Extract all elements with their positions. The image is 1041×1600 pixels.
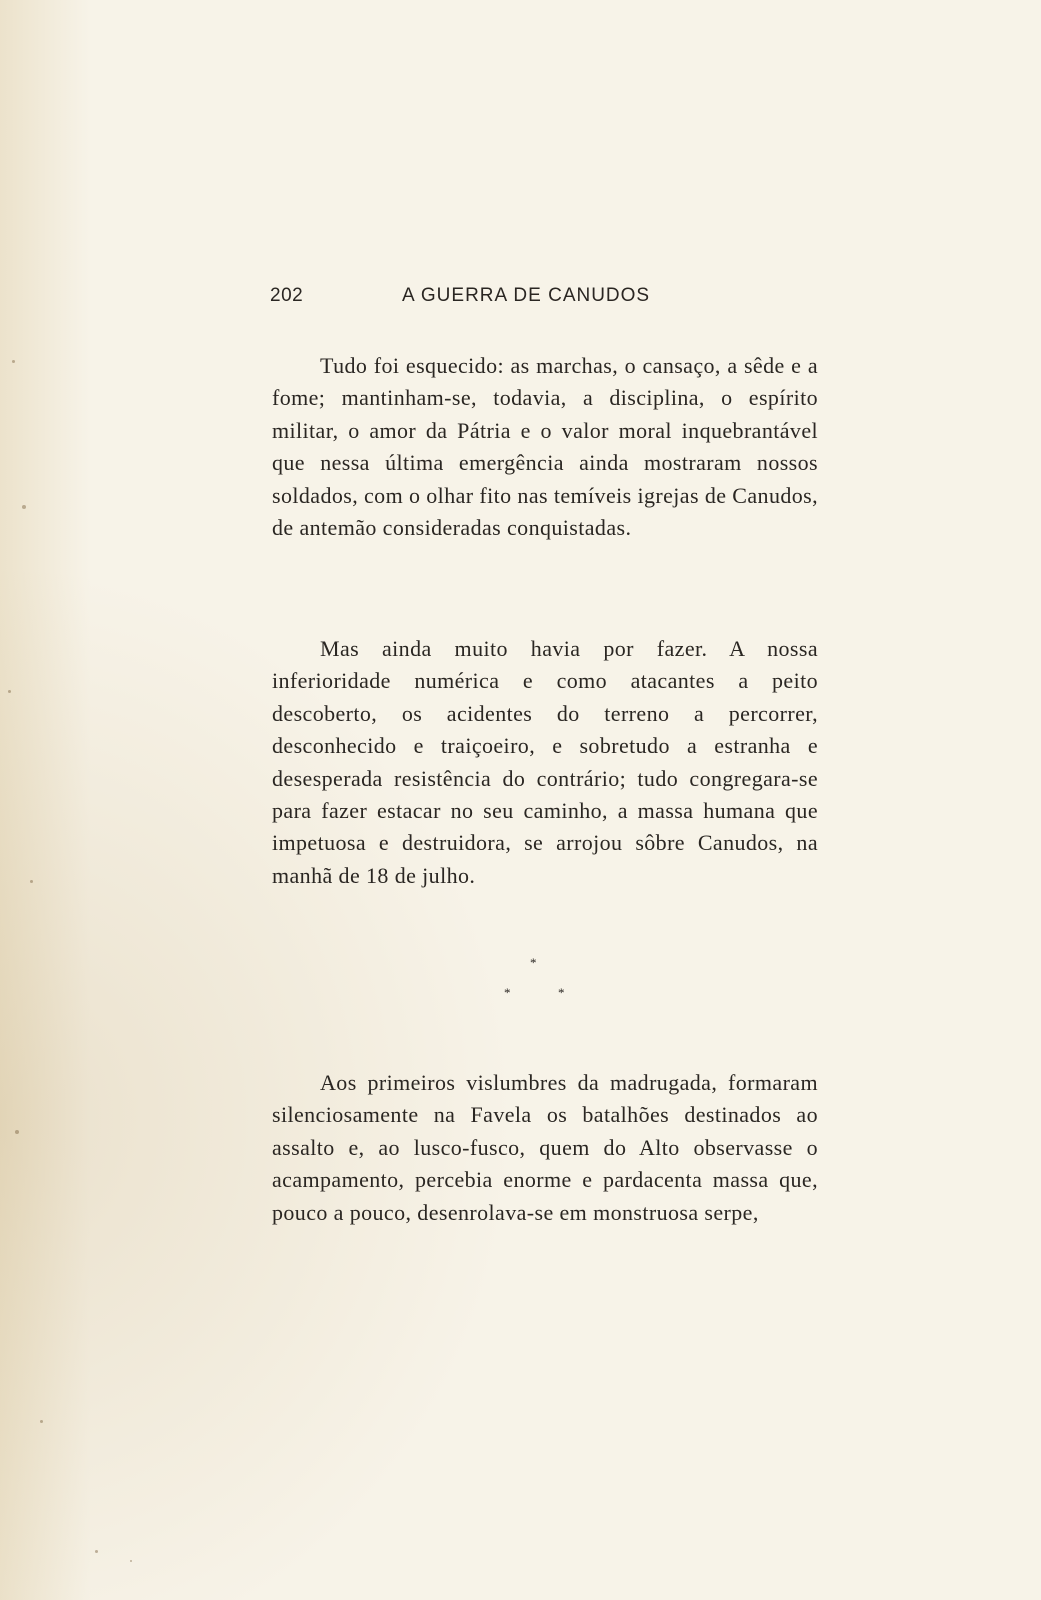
paper-speck (30, 880, 33, 883)
paper-speck (22, 505, 26, 509)
running-head (270, 285, 690, 309)
paragraph-1 (272, 350, 818, 544)
paragraph-text: Mas ainda muito havia por fazer. A nossa inferioridade numérica e como atacantes a peito descoberto, os acidentes do terreno a percorrer, desconhecido e traiçoeiro, e sobretudo a estranha e desesperada resistência do contrário; tudo congregara-se para fazer estacar no seu caminho, a massa humana que impetuosa e destruidora, se arrojou sôbre Canudos, na manhã de 18 de julho. (272, 636, 818, 888)
paper-speck (8, 690, 11, 693)
paper-speck (15, 1130, 19, 1134)
asterisk-top: * (530, 955, 537, 970)
asterisk-right: * (558, 985, 565, 1000)
paper-speck (130, 1560, 132, 1562)
paragraph-text: Tudo foi esquecido: as marchas, o cansaço, a sêde e a fome; mantinham-se, todavia, a disciplina, o espírito militar, o amor da Pátria e o valor moral inquebrantável que nessa última emergência ainda mostraram nossos soldados, com o olhar fito nas temíveis igrejas de Canudos, de antemão consideradas conquistadas. (272, 353, 819, 541)
paper-speck (12, 360, 15, 363)
paragraph-text: Aos primeiros vislumbres da madrugada, formaram silenciosamente na Favela os batalhões destinados ao assalto e, ao lusco-fusco, quem do Alto observasse o acampamento, percebia enorme e pardacenta massa que, pouco a pouco, desenrolava-se em monstruosa serpe, (272, 1070, 818, 1225)
paper-speck (40, 1420, 43, 1423)
running-title: A GUERRA DE CANUDOS (402, 285, 651, 306)
page-number: 202 (270, 285, 304, 306)
paragraph-2 (272, 633, 818, 892)
paper-speck (95, 1550, 98, 1553)
paragraph-3 (272, 1067, 818, 1229)
asterisk-left: * (504, 985, 511, 1000)
section-break-asterism (490, 955, 590, 1015)
